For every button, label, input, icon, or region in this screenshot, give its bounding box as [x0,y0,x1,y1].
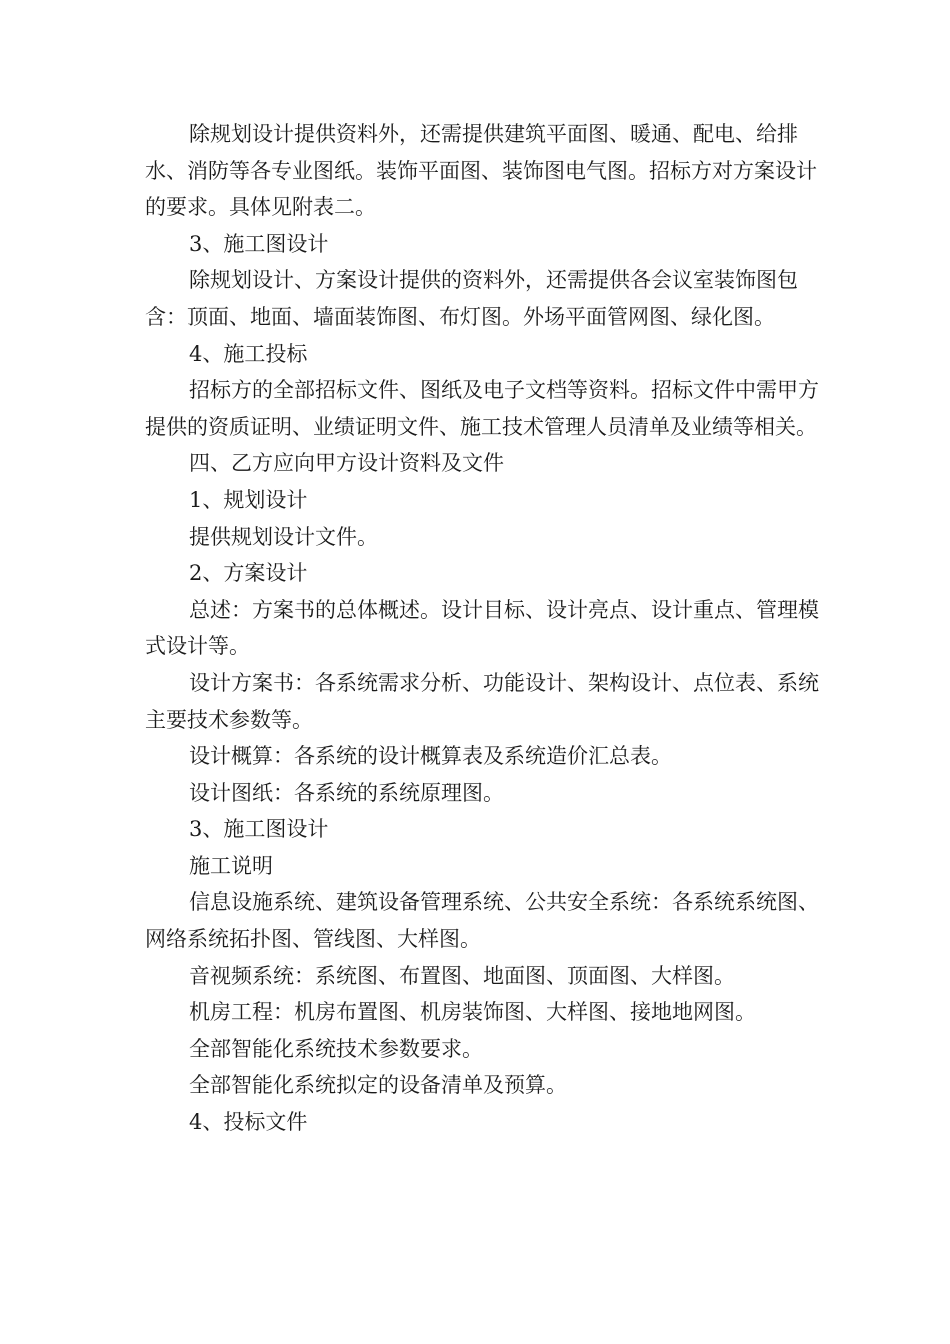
document-body [145,116,825,1141]
paragraph-6: 四、乙方应向甲方设计资料及文件 [189,451,504,476]
paragraph-7: 1、规划设计 [189,487,308,512]
paragraph-21: 4、投标文件 [189,1110,308,1135]
paragraph-16: 信息设施系统、建筑设备管理系统、公共安全系统：各系统系统图、网络系统拓扑图、管线图、大样图。 [145,890,819,952]
paragraph-14: 3、施工图设计 [189,817,329,842]
paragraph-5: 招标方的全部招标文件、图纸及电子文档等资料。招标文件中需甲方提供的资质证明、业绩证明文件、施工技术管理人员清单及业绩等相关。 [145,378,819,439]
paragraph-17: 音视频系统：系统图、布置图、地面图、顶面图、大样图。 [189,963,735,988]
paragraph-4: 4、施工投标 [189,341,308,366]
paragraph-11: 设计方案书：各系统需求分析、功能设计、架构设计、点位表、系统主要技术参数等。 [145,670,819,732]
paragraph-20: 全部智能化系统拟定的设备清单及预算。 [189,1073,567,1098]
paragraph-13: 设计图纸：各系统的系统原理图。 [189,780,504,805]
paragraph-3: 除规划设计、方案设计提供的资料外，还需提供各会议室装饰图包含：顶面、地面、墙面装饰图、布灯图。外场平面管网图、绿化图。 [145,268,798,329]
paragraph-19: 全部智能化系统技术参数要求。 [189,1036,483,1061]
paragraph-9: 2、方案设计 [189,561,308,586]
paragraph-2: 3、施工图设计 [189,231,329,256]
paragraph-12: 设计概算：各系统的设计概算表及系统造价汇总表。 [189,744,672,769]
paragraph-8: 提供规划设计文件。 [189,524,378,549]
paragraph-1: 除规划设计提供资料外，还需提供建筑平面图、暖通、配电、给排水、消防等各专业图纸。装饰平面图、装饰图电气图。招标方对方案设计的要求。具体见附表二。 [145,122,817,220]
paragraph-15: 施工说明 [189,853,273,878]
paragraph-10: 总述：方案书的总体概述。设计目标、设计亮点、设计重点、管理模式设计等。 [145,597,819,659]
paragraph-18: 机房工程：机房布置图、机房装饰图、大样图、接地地网图。 [189,1000,756,1025]
